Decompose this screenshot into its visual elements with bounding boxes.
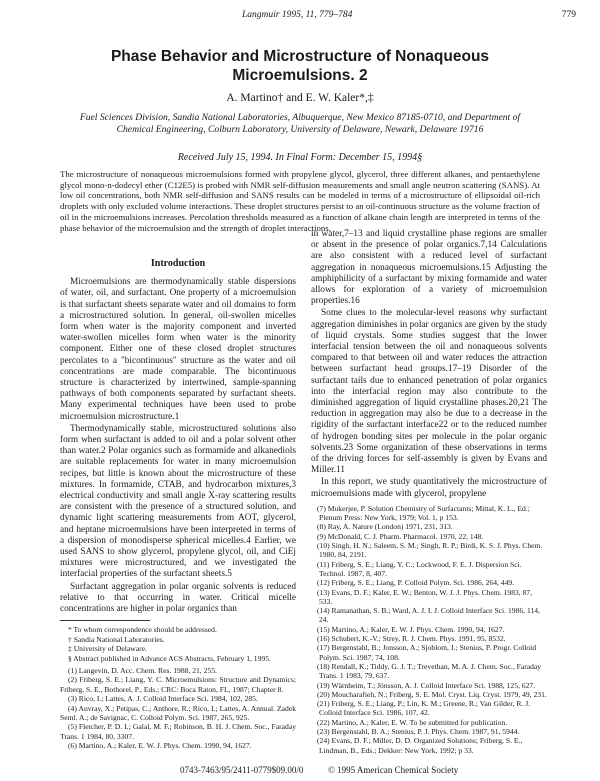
copyright-notice: © 1995 American Chemical Society xyxy=(328,765,459,775)
copyright-line xyxy=(0,765,600,777)
journal-citation: Langmuir 1995, 11, 779–784 xyxy=(242,10,353,20)
footnote: ‡ University of Delaware. xyxy=(68,644,147,654)
footnote: § Abstract published in Advance ACS Abstracts, February 1, 1995. xyxy=(68,653,271,663)
reference: (7) Mukerjee, P. Solution Chemistry of Surfactants; Mittal, K. L., Ed.; Plenum Press: New York, 1979; Vol. 1, p 153. xyxy=(317,503,530,523)
body-paragraph: Some clues to the molecular-level reasons why surfactant aggregation diminishes in polar organics are given by the study of liquid crystals. Some studies suggest that the lower interfacial tension between the oil and nonaqueous solvents compared to that between oil and water reduces the attraction between surfactant head groups.17–19 Disorder of the surfactant tails due to enhanced penetration of polar organics into the interfacial region may also contribute to the diminished aggregation of liquid crystalline phases.20,21 The reduction in aggregation may also be due to a decrease in the rigidity of the surfactant interface22 or to the reduced number of hydrogen bonding sites per molecule in the polar organic solvents.23 Some organization of these observations in terms of the driving forces for self-assembly is given by Evans and Miller.11 xyxy=(311,308,547,476)
reference: (10) Singh, H. N.; Saleem, S. M.; Singh, R. P.; Birdi, K. S. J. Phys. Chem. 1980, 84, 2191. xyxy=(317,541,543,560)
author-list: A. Martino† and E. W. Kaler*,‡ xyxy=(226,92,374,104)
footnotes xyxy=(60,625,296,750)
reference: (11) Friberg, S. E.; Liang, Y. C.; Lockwood, F. E. J. Dispersion Sci. Technol. 1987, 8, 407. xyxy=(317,559,522,578)
reference: (23) Bergenstahl, B. A.; Stenius, P. J. Phys. Chem. 1987, 91, 5944. xyxy=(317,727,520,736)
reference: (12) Friberg, S. E.; Liang, P. Colloid Polym. Sci. 1986, 264, 449. xyxy=(317,578,515,588)
section-heading: Introduction xyxy=(150,258,206,269)
reference: (14) Ramanathan, S. B.; Ward, A. J. I. J. Colloid Interface Sci. 1986, 114, 24. xyxy=(317,606,540,625)
running-head xyxy=(0,10,600,24)
body-paragraph: Thermodynamically stable, microstructured solutions also form when surfactant is added to oil and a polar solvent other than water.2 Polar organics such as formamide and alkanediols are suitable replacements for water in many microemulsion recipes, but little is known about the microstructure of these mixtures. In formamide, CTAB, and hydrocarbon mixtures,3 electrical conductivity and small angle X-ray scattering results are consistent with the presence of a structured solution, and dynamic light scattering measurements from AOT, glycerol, and heptane microemulsions have been interpreted in terms of a dispersion of monodisperse spherical micelles.4 Earlier, we used SANS to show glycerol, propylene glycol, oil, and CiEj mixtures were microstructured, and we investigated the interfacial properties of the surfactant sheets.5 xyxy=(60,423,296,580)
reference: (8) Ray, A. Nature (London) 1971, 231, 313. xyxy=(317,522,453,532)
body-paragraph: in water,7–13 and liquid crystalline phase regions are smaller or absent in the presence of polar organics.7,14 Calculations are also consistent with a reduced level of surfactant aggregation in nonaqueous microemulsions.15 Adjusting the amphiphilicity of a surfactant by mixing formamide and water allows for exploration of a variety of microemulsion properties.16 xyxy=(311,229,547,307)
received-dates: Received July 15, 1994. In Final Form: December 15, 1994§ xyxy=(177,152,423,163)
reference: (16) Schubert, K.-V.; Strey, R. J. Chem. Phys. 1991, 95, 8532. xyxy=(317,634,506,644)
left-column xyxy=(60,258,296,751)
reference: (22) Martino, A.; Kaler, E. W. To be submitted for publication. xyxy=(317,717,508,727)
footnote: † Sandia National Laboratories. xyxy=(68,634,165,644)
reference: (24) Evans, D. F.; Miller, D. D. Organized Solutions; Friberg, S. E., Lindman, B., Eds.; Dekker: New York, 1992; p 33. xyxy=(317,736,523,755)
body-paragraph: In this report, we study quantitatively the microstructure of microemulsions made with glycerol, propylene xyxy=(311,477,547,499)
reference: (17) Bergenstahl, B.; Jonsson, A.; Sjoblom, J.; Stenius, P. Progr. Colloid Polym. Sci. 1987, 74, 108. xyxy=(317,643,537,662)
reference-list xyxy=(311,504,547,755)
footnote-rule xyxy=(60,620,150,621)
footnote: * To whom correspondence should be addressed. xyxy=(68,625,217,635)
reference: (3) Rico, I.; Lattes, A. J. Colloid Interface Sci. 1984, 102, 285. xyxy=(68,694,258,704)
article-code: 0743-7463/95/2411-0779$09.00/0 xyxy=(180,765,304,775)
reference: (9) McDonald, C. J. Pharm. Pharmacol. 1970, 22, 148. xyxy=(317,531,484,541)
right-column xyxy=(311,229,547,755)
reference: (13) Evans, D. F.; Kaler, E. W.; Benton, W. J. J. Phys. Chem. 1983, 87, 533. xyxy=(317,587,533,606)
abstract: The microstructure of nonaqueous microemulsions formed with propylene glycol, glycerol, three different alkanes, and pentaethylene glycol mono-n-dodecyl ether (C12E5) is probed with NMR self-diffusion measurements and small angle neutron scattering (SANS). At low oil concentrations, both NMR self-diffusion and SANS results can be modeled in terms of a microstructure of ellipsoidal oil-rich droplets with only excluded volume interactions. These droplet structures persist to an oil-continuous structure as the volume fraction of oil in the microemulsions increases. Percolation thresholds measured as a function of alkane chain length are interpreted in terms of the phase behavior of the microemulsion and the strength of droplet interactions. xyxy=(60,169,540,233)
affiliation: Fuel Sciences Division, Sandia National Laboratories, Albuquerque, New Mexico 87185-0710, and Department of Chemical Engineering, Colburn Laboratory, University of Delaware, Newark, Delaware 19716 xyxy=(79,112,521,135)
reference: (21) Friberg, S. E.; Liang, P.; Lin, K. M.; Greene, R.; Van Gilder, R. J. Colloid Interface Sci. 1986, 107, 42. xyxy=(317,699,531,718)
reference: (15) Martino, A.; Kaler, E. W. J. Phys. Chem. 1990, 94, 1627. xyxy=(317,624,505,634)
article-title: Phase Behavior and Microstructure of Nonaqueous Microemulsions. 2 xyxy=(110,48,490,84)
reference: (6) Martino, A.; Kaler, E. W. J. Phys. Chem. 1990, 94, 1627. xyxy=(68,741,252,751)
reference: (1) Langevin, D. Acc. Chem. Res. 1988, 21, 255. xyxy=(68,665,217,675)
reference: (5) Fletcher, P. D. I.; Galal, M. F.; Robinson, B. H. J. Chem. Soc., Faraday Trans. 1 1984, 80, 3307. xyxy=(60,722,296,741)
page-number: 779 xyxy=(561,10,576,20)
reference: (4) Auvray, X.; Petipas, C.; Anthore, R.; Rico, I.; Lattes, A. Annual. Zadek Seml. A.; de Savignac, C. Colloid Polym. Sci. 1987, 265, 925. xyxy=(60,703,296,722)
reference: (18) Rendall, K.; Tiddy, G. J. T.; Trevethan, M. A. J. Chem. Soc., Faraday Trans. 1 1983, 79, 637. xyxy=(317,661,542,681)
body-paragraph: Microemulsions are thermodynamically stable dispersions of water, oil, and surfactant. One property of a microemulsion is that surfactant sheets separate water and oil domains to form a microstructured solution. In general, oil-swollen micelles form when water is the majority component and inverted water-swollen micelles form when water is the minority component. Either one of these closed droplet structures percolates to a "bicontinuous" structure as the water and oil concentrations are made comparable. The bicontinuous structure is characterized by intertwined, sample-spanning pathways of both components separated by surfactant sheets. Many experimental techniques have been used to probe microemulsion microstructure.1 xyxy=(60,277,296,422)
reference: (19) Wärnheim, T.; Jönsson, A. J. Colloid Interface Sci. 1988, 125, 627. xyxy=(317,680,536,690)
reference: (2) Friberg, S. E.; Liang, Y. C. Microemulsions: Structure and Dynamics; Friberg, S. E., Bothorel, P., Eds.; CRC: Boca Raton, FL, 1987; Chapter 8. xyxy=(60,675,296,694)
reference: (20) Moucharafieh, N.; Friberg, S. E. Mol. Cryst. Liq. Cryst. 1979, 49, 231. xyxy=(317,689,547,699)
body-paragraph: Surfactant aggregation in polar organic solvents is reduced relative to that occurring in water. Critical micelle concentrations are higher in polar organics than xyxy=(60,581,296,615)
